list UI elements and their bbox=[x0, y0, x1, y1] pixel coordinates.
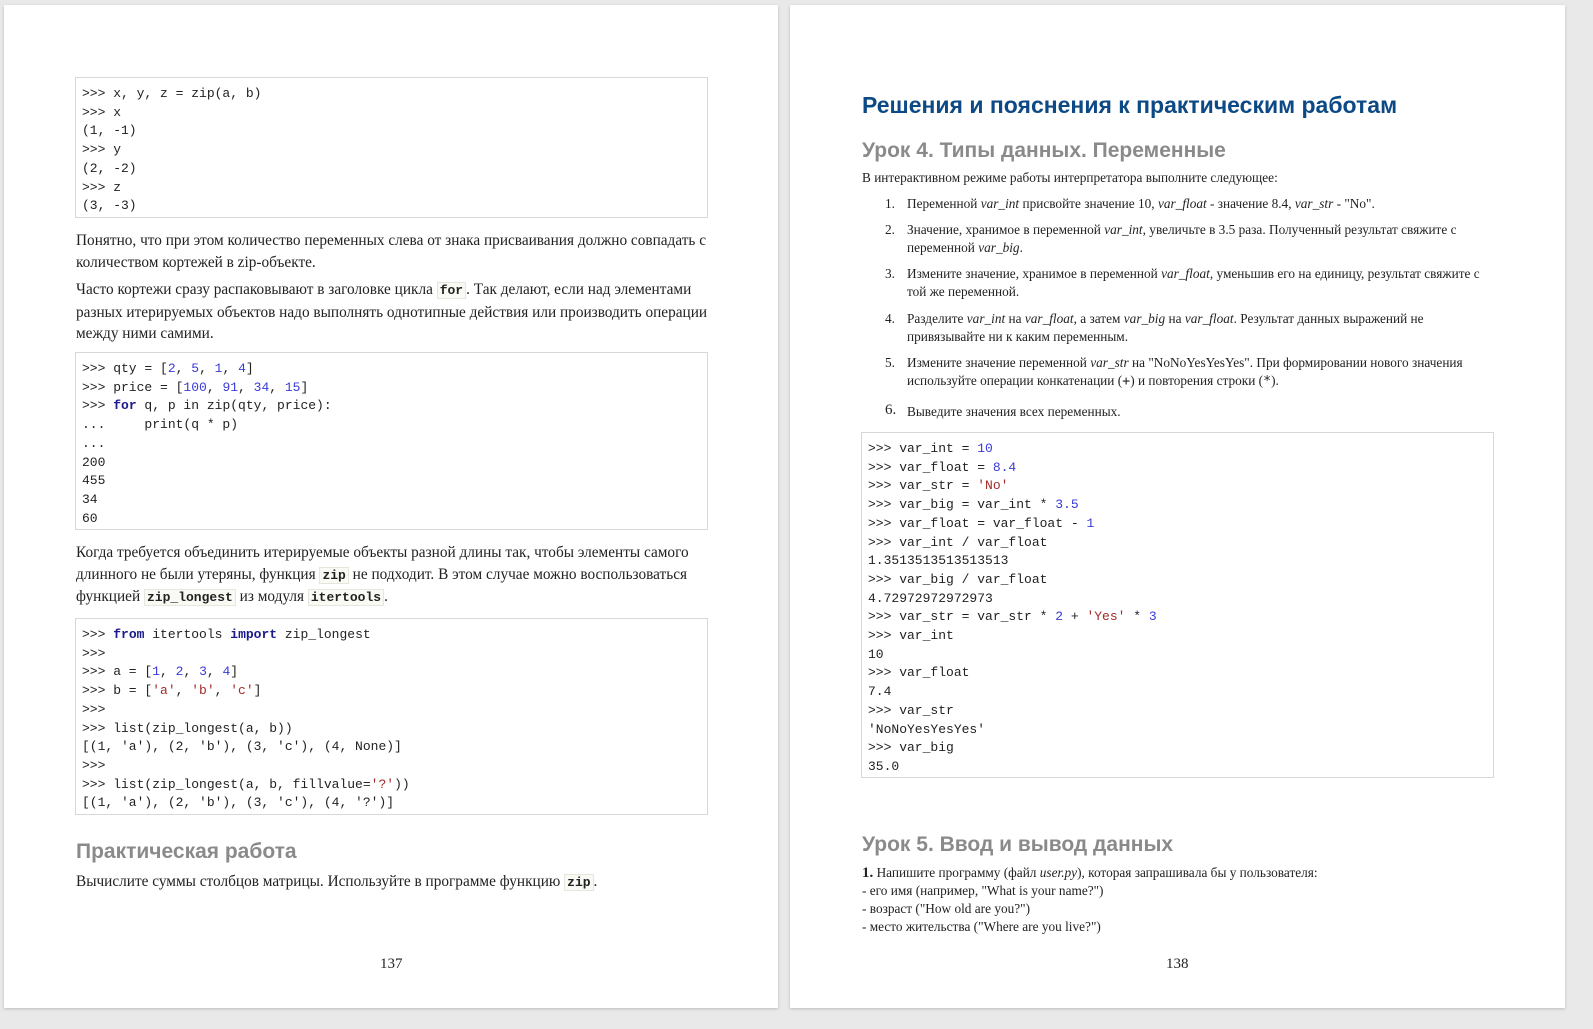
text-run: - его имя (например, "What is your name?") bbox=[862, 883, 1104, 898]
text-run: Вычислите суммы столбцов матрицы. Используйте в программе функцию bbox=[76, 873, 565, 890]
lesson5-line bbox=[862, 900, 1502, 918]
code-line bbox=[868, 683, 1487, 702]
text-run: Часто кортежи сразу распаковывают в заголовке цикла bbox=[76, 281, 437, 298]
code-line bbox=[82, 720, 701, 739]
code-line bbox=[868, 552, 1487, 571]
code-token: >>> var_str = bbox=[868, 478, 978, 494]
inline-code: * bbox=[1263, 374, 1272, 389]
text-run: . Результат данных выражений не привязывайте ни к каким переменным. bbox=[907, 311, 1424, 344]
code-line bbox=[82, 776, 701, 795]
lesson4-intro: В интерактивном режиме работы интерпретатора выполните следующее: bbox=[862, 170, 1278, 185]
code-token: >>> bbox=[82, 645, 106, 661]
paragraph-variables-count bbox=[76, 230, 716, 273]
code-token: 8.4 bbox=[992, 459, 1017, 475]
code-token: ] bbox=[253, 683, 262, 699]
page-number: 137 bbox=[380, 956, 403, 972]
code-token: * bbox=[1125, 609, 1149, 625]
code-token: 4 bbox=[222, 664, 231, 680]
code-line bbox=[82, 682, 701, 701]
code-line bbox=[868, 440, 1487, 459]
task-number: 5. bbox=[885, 355, 895, 370]
text-run: Измените значение переменной bbox=[907, 355, 1091, 370]
task-text bbox=[907, 310, 1497, 346]
code-token: >>> bbox=[82, 757, 106, 773]
inline-code: + bbox=[1122, 374, 1131, 389]
text-run: , а затем bbox=[1073, 311, 1124, 326]
code-line bbox=[868, 608, 1487, 627]
code-line bbox=[82, 435, 701, 454]
code-line bbox=[82, 141, 701, 160]
code-line bbox=[82, 626, 701, 645]
code-token: (1, -1) bbox=[82, 123, 137, 139]
code-token: itertools bbox=[144, 627, 231, 642]
code-line bbox=[868, 459, 1487, 478]
code-token: >>> bbox=[82, 398, 114, 414]
code-line bbox=[868, 702, 1487, 721]
code-line bbox=[82, 122, 701, 141]
code-token: 2 bbox=[167, 361, 176, 376]
code-line bbox=[82, 645, 701, 664]
text-run: var_float bbox=[1161, 266, 1210, 281]
code-token: 3 bbox=[1148, 609, 1157, 625]
text-run: Переменной bbox=[907, 196, 981, 211]
code-token: ] bbox=[230, 664, 239, 680]
lesson5-line bbox=[862, 882, 1502, 900]
code-token: , bbox=[175, 361, 192, 376]
code-line bbox=[82, 738, 701, 757]
code-block-lesson4-solution bbox=[861, 432, 1494, 778]
text-run: - место жительства ("Where are you live?") bbox=[862, 919, 1101, 934]
code-token: 'No' bbox=[977, 478, 1009, 494]
code-token: , bbox=[269, 379, 285, 395]
practice-heading: Практическая работа bbox=[76, 840, 297, 863]
code-token: 91 bbox=[222, 379, 239, 395]
inline-code: itertools bbox=[308, 589, 384, 606]
task-number: 4. bbox=[885, 311, 895, 326]
text-run: Понятно, что при этом количество переменных слева от знака присваивания должно совпадать с количеством кортежей в zip-объекте. bbox=[76, 232, 707, 271]
inline-code: zip_longest bbox=[144, 589, 236, 606]
code-token: 35.0 bbox=[868, 758, 900, 774]
code-token: 1 bbox=[152, 664, 161, 680]
code-token: >>> var_big = var_int * bbox=[868, 497, 1056, 513]
code-token: '?' bbox=[370, 776, 395, 792]
code-token: 455 bbox=[82, 473, 106, 489]
page-number: 138 bbox=[1166, 956, 1189, 972]
code-token: >>> list(zip_longest(a, b, fillvalue= bbox=[82, 776, 371, 792]
code-token: 'a' bbox=[152, 683, 176, 699]
text-run: var_int bbox=[966, 311, 1006, 326]
code-token: >>> var_str bbox=[868, 702, 954, 718]
code-token: 34 bbox=[82, 491, 98, 507]
code-line bbox=[82, 416, 701, 435]
text-run: - возраст ("How old are you?") bbox=[862, 901, 1031, 916]
code-token: [(1, 'a'), (2, 'b'), (3, 'c'), (4, '?')] bbox=[82, 795, 395, 811]
code-token: 3.5 bbox=[1055, 497, 1079, 513]
code-token: >>> y bbox=[82, 142, 122, 158]
code-token: , bbox=[222, 361, 239, 376]
code-token: 4 bbox=[238, 361, 246, 376]
code-token: , bbox=[238, 379, 254, 395]
code-token: 1 bbox=[1086, 515, 1095, 531]
text-run: ), которая запрашивала бы у пользователя: bbox=[1077, 865, 1318, 880]
code-token: 'c' bbox=[230, 683, 254, 699]
code-line bbox=[82, 379, 701, 398]
code-token: zip_longest bbox=[277, 627, 371, 642]
text-run: , уменьшив его на единицу, результат свяжите с той же переменной. bbox=[907, 266, 1480, 299]
code-token: )) bbox=[394, 776, 410, 792]
lesson5-heading: Урок 5. Ввод и вывод данных bbox=[862, 833, 1174, 856]
code-line bbox=[868, 534, 1487, 553]
task-number: 1. bbox=[885, 196, 895, 211]
code-token: >>> bbox=[82, 627, 114, 642]
code-token: ] bbox=[245, 361, 254, 376]
code-token: >>> qty = [ bbox=[82, 361, 168, 376]
text-run: user.py bbox=[1039, 865, 1078, 880]
lesson5-line bbox=[862, 864, 1502, 882]
text-run: присвойте значение 10, bbox=[1019, 196, 1158, 211]
code-token: 4.72972972972973 bbox=[868, 590, 993, 606]
code-line bbox=[82, 794, 701, 813]
code-token: for bbox=[113, 398, 137, 414]
code-token: 1 bbox=[214, 361, 223, 376]
code-token: ... bbox=[82, 435, 106, 451]
text-run: Значение, хранимое в переменной bbox=[907, 222, 1105, 237]
task-text bbox=[907, 354, 1497, 391]
task-number: 6. bbox=[885, 402, 897, 418]
code-line bbox=[82, 179, 701, 198]
text-run: var_big bbox=[978, 240, 1020, 255]
code-token: (2, -2) bbox=[82, 160, 137, 176]
code-token: >>> x bbox=[82, 104, 122, 120]
code-line bbox=[82, 510, 701, 529]
code-line bbox=[868, 646, 1487, 665]
code-token: 34 bbox=[253, 379, 270, 395]
code-token: 'Yes' bbox=[1086, 609, 1126, 625]
text-run: var_big bbox=[1123, 311, 1166, 326]
code-token: >>> var_big bbox=[868, 740, 954, 756]
code-line bbox=[82, 197, 701, 216]
inline-code: zip bbox=[564, 874, 593, 891]
code-line bbox=[82, 85, 701, 104]
code-line bbox=[82, 454, 701, 473]
text-run: - значение 8.4, bbox=[1206, 196, 1295, 211]
code-token: >>> list(zip_longest(a, b)) bbox=[82, 720, 293, 736]
code-line bbox=[82, 701, 701, 720]
code-line bbox=[868, 590, 1487, 609]
code-token: >>> price = [ bbox=[82, 379, 184, 395]
paragraph-for-unpack bbox=[76, 279, 716, 345]
code-line bbox=[868, 758, 1487, 777]
text-run: - "No". bbox=[1333, 196, 1375, 211]
code-line bbox=[82, 757, 701, 776]
text-run: 1. bbox=[862, 865, 874, 881]
text-run: , увеличьте в 3.5 раза. Полученный результат свяжите с переменной bbox=[907, 222, 1457, 255]
lesson5-task bbox=[862, 864, 1502, 936]
code-block-zip-unpack bbox=[75, 77, 708, 218]
code-line bbox=[82, 663, 701, 682]
code-line bbox=[82, 104, 701, 123]
text-run: из модуля bbox=[235, 588, 308, 605]
code-token: ] bbox=[300, 379, 309, 395]
text-run: var_float bbox=[1024, 311, 1074, 326]
text-run: . bbox=[593, 873, 598, 890]
code-line bbox=[868, 515, 1487, 534]
code-token: from bbox=[113, 627, 145, 642]
code-token: >>> var_int bbox=[868, 628, 954, 644]
code-token: >>> var_str = var_str * bbox=[868, 609, 1056, 625]
text-run: Разделите bbox=[907, 311, 967, 326]
text-run: Когда требуется объединить итерируемые объекты разной длины так, чтобы элементы самого длинного не были утеряны, функция bbox=[76, 544, 689, 583]
code-token: , bbox=[160, 664, 176, 680]
task-text bbox=[907, 403, 1497, 421]
code-line bbox=[82, 472, 701, 491]
code-line bbox=[868, 664, 1487, 683]
text-run: ) и повторения строки ( bbox=[1130, 373, 1264, 388]
text-run: . Так делают, если над элементами разных итерируемых объектов надо выполнять однотипные действия или производить операции между ними самими. bbox=[76, 281, 708, 342]
paragraph-zip-longest bbox=[76, 542, 716, 609]
code-line bbox=[868, 477, 1487, 496]
code-token: , bbox=[214, 683, 231, 699]
code-line bbox=[868, 627, 1487, 646]
code-token: >>> a = [ bbox=[82, 664, 153, 680]
code-token: 3 bbox=[199, 664, 207, 680]
code-token: (3, -3) bbox=[82, 198, 137, 214]
page-138 bbox=[790, 5, 1565, 1008]
task-number: 3. bbox=[885, 266, 895, 281]
code-line bbox=[868, 496, 1487, 515]
text-run: на bbox=[1165, 311, 1185, 326]
code-token: >>> bbox=[82, 701, 106, 717]
text-run: на "NoNoYesYesYes". При формировании нового значения используйте операции конкатенации ( bbox=[907, 355, 1463, 388]
chapter-title: Решения и пояснения к практическим работам bbox=[862, 92, 1398, 118]
code-token: 1.3513513513513513 bbox=[868, 553, 1009, 569]
text-run: не подходит. В этом случае можно воспользоваться функцией bbox=[76, 565, 688, 605]
text-run: на bbox=[1005, 311, 1025, 326]
code-token: >>> var_float = bbox=[868, 459, 993, 475]
text-run: . bbox=[1019, 240, 1023, 255]
inline-code: zip bbox=[319, 567, 348, 584]
task-list bbox=[885, 195, 1505, 435]
code-token: [(1, 'a'), (2, 'b'), (3, 'c'), (4, None)] bbox=[82, 739, 402, 755]
code-token: , bbox=[206, 379, 223, 395]
code-token: 15 bbox=[284, 379, 301, 395]
code-block-for-zip bbox=[75, 352, 708, 530]
text-run: var_str bbox=[1294, 196, 1334, 211]
task-text bbox=[907, 265, 1497, 301]
text-run: ). bbox=[1271, 373, 1279, 388]
code-token: >>> var_float = var_float - bbox=[868, 515, 1087, 531]
page-137 bbox=[4, 5, 778, 1008]
code-token: , bbox=[199, 361, 215, 376]
code-token: 2 bbox=[175, 664, 184, 680]
lesson5-line bbox=[862, 918, 1502, 936]
code-token: 5 bbox=[191, 361, 200, 376]
code-token: import bbox=[230, 627, 278, 642]
code-line bbox=[868, 739, 1487, 758]
text-run: var_float bbox=[1157, 196, 1207, 211]
code-token: 10 bbox=[868, 646, 884, 662]
text-run: var_str bbox=[1090, 355, 1129, 370]
code-token: 10 bbox=[977, 441, 993, 456]
code-token: 200 bbox=[82, 454, 106, 470]
code-token: >>> var_int = bbox=[868, 441, 978, 456]
code-token: 100 bbox=[183, 379, 207, 395]
code-block-zip-longest bbox=[75, 618, 708, 815]
code-line bbox=[868, 721, 1487, 740]
text-run: Измените значение, хранимое в переменной bbox=[907, 266, 1162, 281]
text-run: Выведите значения всех переменных. bbox=[907, 404, 1121, 419]
code-token: >>> var_big / var_float bbox=[868, 571, 1048, 587]
code-token: >>> var_float bbox=[868, 665, 970, 681]
code-token: ... print(q * p) bbox=[82, 417, 239, 433]
code-token: 'b' bbox=[191, 683, 215, 699]
code-token: >>> b = [ bbox=[82, 683, 153, 699]
code-token: >>> x, y, z = zip(a, b) bbox=[82, 86, 262, 101]
task-text bbox=[907, 221, 1497, 257]
code-token: 2 bbox=[1055, 609, 1064, 625]
code-token: 'NoNoYesYesYes' bbox=[868, 721, 986, 737]
task-text bbox=[907, 195, 1497, 213]
code-token: q, p in zip(qty, price): bbox=[136, 398, 332, 414]
code-token: 60 bbox=[82, 510, 98, 526]
code-line bbox=[82, 360, 701, 379]
code-token: , bbox=[206, 664, 223, 680]
code-line bbox=[868, 571, 1487, 590]
text-run: var_float bbox=[1184, 311, 1234, 326]
code-token: >>> z bbox=[82, 179, 122, 195]
code-token: , bbox=[175, 683, 192, 699]
text-run: var_int bbox=[1104, 222, 1143, 237]
code-token: + bbox=[1063, 609, 1087, 625]
task-number: 2. bbox=[885, 222, 895, 237]
text-run: . bbox=[384, 588, 388, 605]
inline-code: for bbox=[437, 282, 466, 299]
practice-text bbox=[76, 871, 716, 894]
code-line bbox=[82, 397, 701, 416]
text-run: var_int bbox=[980, 196, 1020, 211]
lesson4-heading: Урок 4. Типы данных. Переменные bbox=[862, 139, 1226, 162]
code-line bbox=[82, 491, 701, 510]
text-run: Напишите программу (файл bbox=[873, 865, 1040, 880]
code-token: , bbox=[183, 664, 200, 680]
code-token: >>> var_int / var_float bbox=[868, 534, 1048, 550]
code-token: 7.4 bbox=[868, 684, 892, 700]
code-line bbox=[82, 160, 701, 179]
